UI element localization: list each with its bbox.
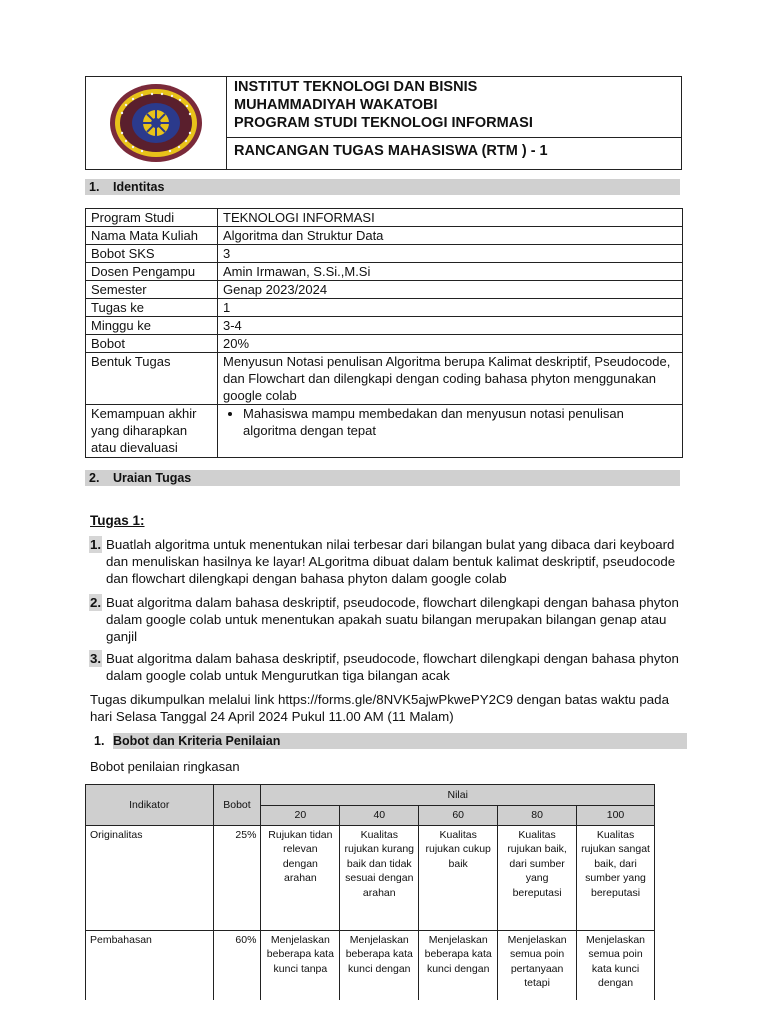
row-value: 3-4 — [218, 317, 683, 335]
header-score: 80 — [498, 806, 577, 826]
row-key: Program Studi — [86, 209, 218, 227]
section-bobot-kriteria — [90, 733, 687, 749]
table-row — [86, 263, 683, 281]
row-key: Nama Mata Kuliah — [86, 227, 218, 245]
cell-bobot: 60% — [213, 930, 261, 1005]
row-key: Dosen Pengampu — [86, 263, 218, 281]
bullet-list — [223, 405, 677, 439]
row-value: 3 — [218, 245, 683, 263]
table-row — [86, 209, 683, 227]
header-box — [85, 76, 682, 170]
table-row — [86, 317, 683, 335]
table-row — [86, 930, 655, 1005]
item-number: 2. — [90, 595, 102, 610]
cell-criteria: Kualitas rujukan sangat baik, dari sumber yang bereputasi — [577, 825, 655, 930]
row-key: Kemampuan akhir yang diharapkan atau dievaluasi — [86, 405, 218, 458]
cell-criteria: Kualitas rujukan baik, dari sumber yang bereputasi — [498, 825, 577, 930]
header-score: 100 — [577, 806, 655, 826]
row-value: Genap 2023/2024 — [218, 281, 683, 299]
section-number: 2. — [89, 471, 100, 485]
row-key: Bentuk Tugas — [86, 353, 218, 405]
item-text: Buatlah algoritma untuk menentukan nilai terbesar dari bilangan bulat yang dibaca dari keyboard dan menuliskan hasilnya ke layar! ALgoritma dibuat dalam bentuk kalimat deskriptif, pseudocode dan flowchart dilengkapi dengan bahasa phyton dalam google colab — [106, 537, 676, 586]
section-uraian-tugas — [85, 470, 680, 486]
section-identitas — [85, 179, 680, 195]
submission-paragraph: Tugas dikumpulkan melalui link https://forms.gle/8NVK5ajwPkwePY2C9 dengan batas waktu pada hari Selasa Tanggal 24 April 2024 Pukul 11.00 AM (11 Malam) — [90, 692, 669, 724]
task-title: Tugas 1: — [90, 513, 145, 528]
row-value: 1 — [218, 299, 683, 317]
row-key: Minggu ke — [86, 317, 218, 335]
cell-criteria: Kualitas rujukan kurang baik dan tidak sesuai dengan arahan — [340, 825, 419, 930]
header-nilai: Nilai — [261, 785, 655, 806]
program-name: PROGRAM STUDI TEKNOLOGI INFORMASI — [234, 115, 533, 131]
section-title: Uraian Tugas — [113, 471, 192, 485]
document-title: RANCANGAN TUGAS MAHASISWA (RTM ) - 1 — [234, 143, 548, 159]
row-value: TEKNOLOGI INFORMASI — [218, 209, 683, 227]
cell-criteria: Rujukan tidan relevan dengan arahan — [261, 825, 340, 930]
table-row — [86, 245, 683, 263]
logo-cell — [86, 77, 227, 169]
scoring-table — [85, 784, 655, 1006]
cell-criteria: Menjelaskan semua poin pertanyaan tetapi — [498, 930, 577, 1005]
row-key: Semester — [86, 281, 218, 299]
table-row — [86, 353, 683, 405]
row-value: 20% — [218, 335, 683, 353]
header-score: 20 — [261, 806, 340, 826]
header-divider — [227, 137, 682, 138]
header-score: 40 — [340, 806, 419, 826]
institute-name-line2: MUHAMMADIYAH WAKATOBI — [234, 97, 438, 113]
section-title: Identitas — [113, 180, 165, 194]
section-number: 1. — [94, 734, 105, 748]
table-row — [86, 405, 683, 458]
cell-criteria: Menjelaskan beberapa kata kunci dengan — [340, 930, 419, 1005]
list-item: • Mahasiswa mampu membedakan dan menyusun notasi penulisan algoritma dengan tepat — [243, 405, 677, 439]
header-score: 60 — [419, 806, 498, 826]
cell-criteria: Kualitas rujukan cukup baik — [419, 825, 498, 930]
cell-criteria: Menjelaskan semua poin kata kunci dengan — [577, 930, 655, 1005]
cell-bobot: 25% — [213, 825, 261, 930]
table-row — [86, 227, 683, 245]
item-number: 3. — [90, 651, 102, 666]
table-row — [86, 281, 683, 299]
item-text: Buat algoritma dalam bahasa deskriptif, pseudocode, flowchart dilengkapi dengan bahasa phyton dalam google colab untuk menentukan apakah suatu bilangan merupakan bilangan genap atau ganjil — [106, 595, 679, 644]
institute-name-line1: INSTITUT TEKNOLOGI DAN BISNIS — [234, 79, 478, 95]
section-title: Bobot dan Kriteria Penilaian — [113, 733, 687, 749]
identity-table — [85, 208, 683, 458]
header-bobot: Bobot — [213, 785, 261, 826]
row-value: Menyusun Notasi penulisan Algoritma berupa Kalimat deskriptif, Pseudocode, dan Flowchart dan dilengkapi dengan coding bahasa phyton menggunakan google colab — [218, 353, 683, 405]
row-key: Bobot SKS — [86, 245, 218, 263]
table-row — [86, 299, 683, 317]
university-seal-logo — [92, 83, 220, 163]
table-header-row — [86, 785, 655, 806]
item-number: 1. — [90, 537, 102, 552]
section-number: 1. — [89, 180, 100, 194]
row-key: Bobot — [86, 335, 218, 353]
cell-criteria: Menjelaskan beberapa kata kunci tanpa — [261, 930, 340, 1005]
row-value — [218, 405, 683, 458]
cell-criteria: Menjelaskan beberapa kata kunci dengan — [419, 930, 498, 1005]
table-row — [86, 825, 655, 930]
cell-indikator: Originalitas — [86, 825, 214, 930]
summary-weight-label: Bobot penilaian ringkasan — [90, 759, 240, 774]
header-indikator: Indikator — [86, 785, 214, 826]
row-key: Tugas ke — [86, 299, 218, 317]
page-bottom-edge — [0, 1000, 768, 1024]
row-value: Algoritma dan Struktur Data — [218, 227, 683, 245]
table-row — [86, 335, 683, 353]
item-text: Buat algoritma dalam bahasa deskriptif, pseudocode, flowchart dilengkapi dengan bahasa phyton dalam google colab untuk Mengurutkan tiga bilangan acak — [106, 651, 679, 683]
cell-indikator: Pembahasan — [86, 930, 214, 1005]
row-value: Amin Irmawan, S.Si.,M.Si — [218, 263, 683, 281]
